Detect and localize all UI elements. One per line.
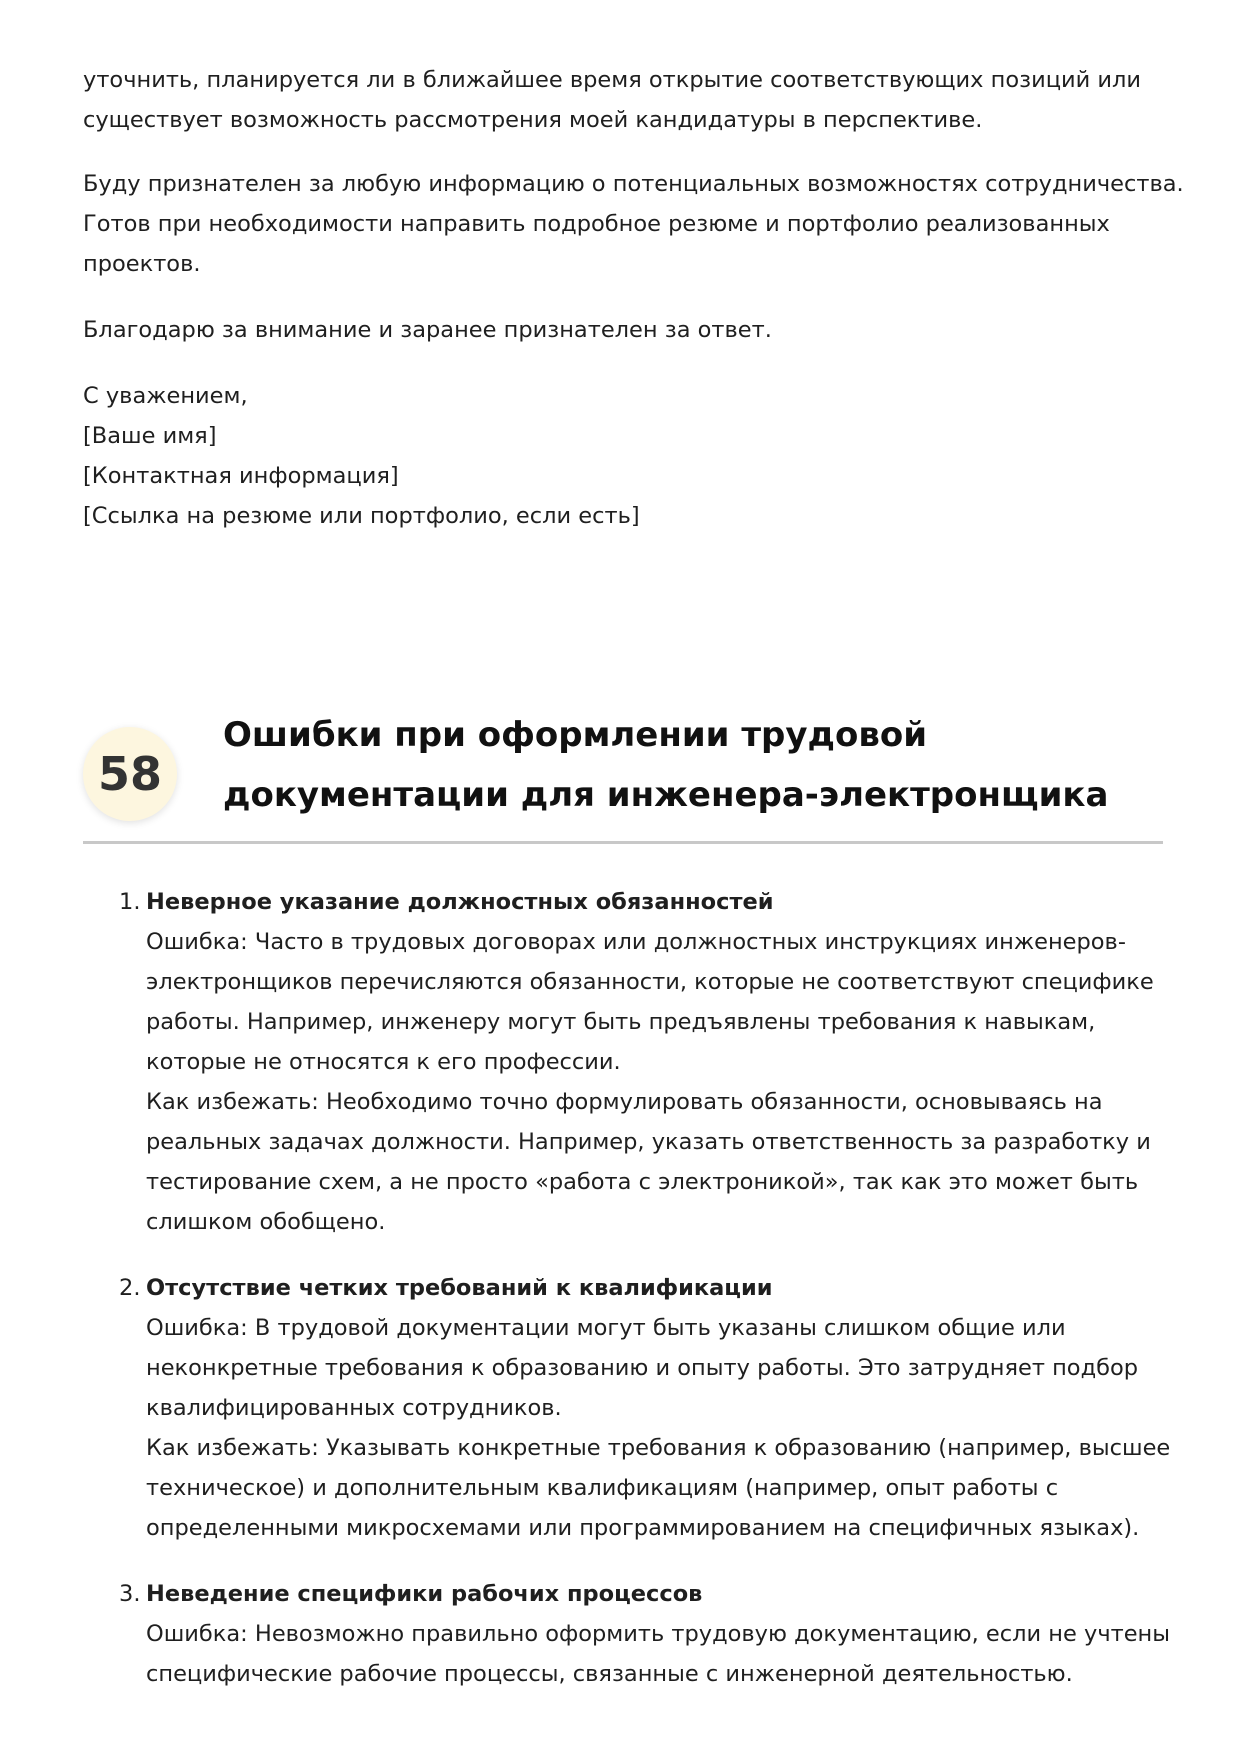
list-item-body bbox=[146, 882, 1163, 1242]
list-item-title: Отсутствие четких требований к квалификации bbox=[146, 1275, 773, 1301]
list-item-title: Неведение специфики рабочих процессов bbox=[146, 1581, 703, 1607]
text-line: работы. Например, инженеру могут быть предъявлены требования к навыкам, bbox=[146, 1009, 1096, 1035]
text-line: существует возможность рассмотрения моей кандидатуры в перспективе. bbox=[83, 107, 983, 133]
letter-paragraph-3 bbox=[83, 310, 1163, 350]
list-item-body bbox=[146, 1574, 1171, 1694]
text-line: электронщиков перечисляются обязанности, которые не соответствуют специфике bbox=[146, 969, 1154, 995]
section-header bbox=[83, 705, 1163, 844]
text-line: техническое) и дополнительным квалификациям (например, опыт работы с bbox=[146, 1475, 1059, 1501]
text-line: Ошибка: Невозможно правильно оформить трудовую документацию, если не учтены bbox=[146, 1621, 1171, 1647]
signature-closing: С уважением, bbox=[83, 383, 248, 409]
text-line: определенными микросхемами или программированием на специфичных языках). bbox=[146, 1515, 1140, 1541]
text-line: Благодарю за внимание и заранее признателен за ответ. bbox=[83, 317, 772, 343]
text-line: уточнить, планируется ли в ближайшее время открытие соответствующих позиций или bbox=[83, 67, 1142, 93]
list-item-number: 2. bbox=[119, 1275, 141, 1301]
text-line: специфические рабочие процессы, связанные с инженерной деятельностью. bbox=[146, 1661, 1073, 1687]
signature-contact: [Контактная информация] bbox=[83, 463, 399, 489]
list-item-body bbox=[146, 1268, 1171, 1548]
list-item-title: Неверное указание должностных обязанностей bbox=[146, 889, 774, 915]
text-line: тестирование схем, а не просто «работа с электроникой», так как это может быть bbox=[146, 1169, 1139, 1195]
letter-paragraph-1 bbox=[83, 60, 1163, 140]
list-item-number: 3. bbox=[119, 1581, 141, 1607]
section-title-line: Ошибки при оформлении трудовой bbox=[223, 715, 928, 755]
list-item-number: 1. bbox=[119, 889, 141, 915]
signature-link: [Ссылка на резюме или портфолио, если есть] bbox=[83, 503, 640, 529]
text-line: Как избежать: Указывать конкретные требования к образованию (например, высшее bbox=[146, 1435, 1171, 1461]
text-line: Ошибка: В трудовой документации могут быть указаны слишком общие или bbox=[146, 1315, 1066, 1341]
text-line: реальных задачах должности. Например, указать ответственность за разработку и bbox=[146, 1129, 1151, 1155]
text-line: Как избежать: Необходимо точно формулировать обязанности, основываясь на bbox=[146, 1089, 1103, 1115]
text-line: которые не относятся к его профессии. bbox=[146, 1049, 621, 1075]
letter-paragraph-2 bbox=[83, 164, 1184, 284]
section-title bbox=[223, 705, 1163, 825]
text-line: проектов. bbox=[83, 251, 201, 277]
text-line: Буду признателен за любую информацию о потенциальных возможностях сотрудничества. bbox=[83, 171, 1184, 197]
text-line: квалифицированных сотрудников. bbox=[146, 1395, 562, 1421]
signature-name: [Ваше имя] bbox=[83, 423, 217, 449]
section-title-line: документации для инженера-электронщика bbox=[223, 775, 1109, 815]
letter-signature bbox=[83, 376, 1163, 536]
text-line: неконкретные требования к образованию и опыту работы. Это затрудняет подбор bbox=[146, 1355, 1139, 1381]
section-number-badge: 58 bbox=[83, 727, 177, 821]
text-line: Ошибка: Часто в трудовых договорах или должностных инструкциях инженеров- bbox=[146, 929, 1126, 955]
text-line: слишком обобщено. bbox=[146, 1209, 386, 1235]
text-line: Готов при необходимости направить подробное резюме и портфолио реализованных bbox=[83, 211, 1110, 237]
